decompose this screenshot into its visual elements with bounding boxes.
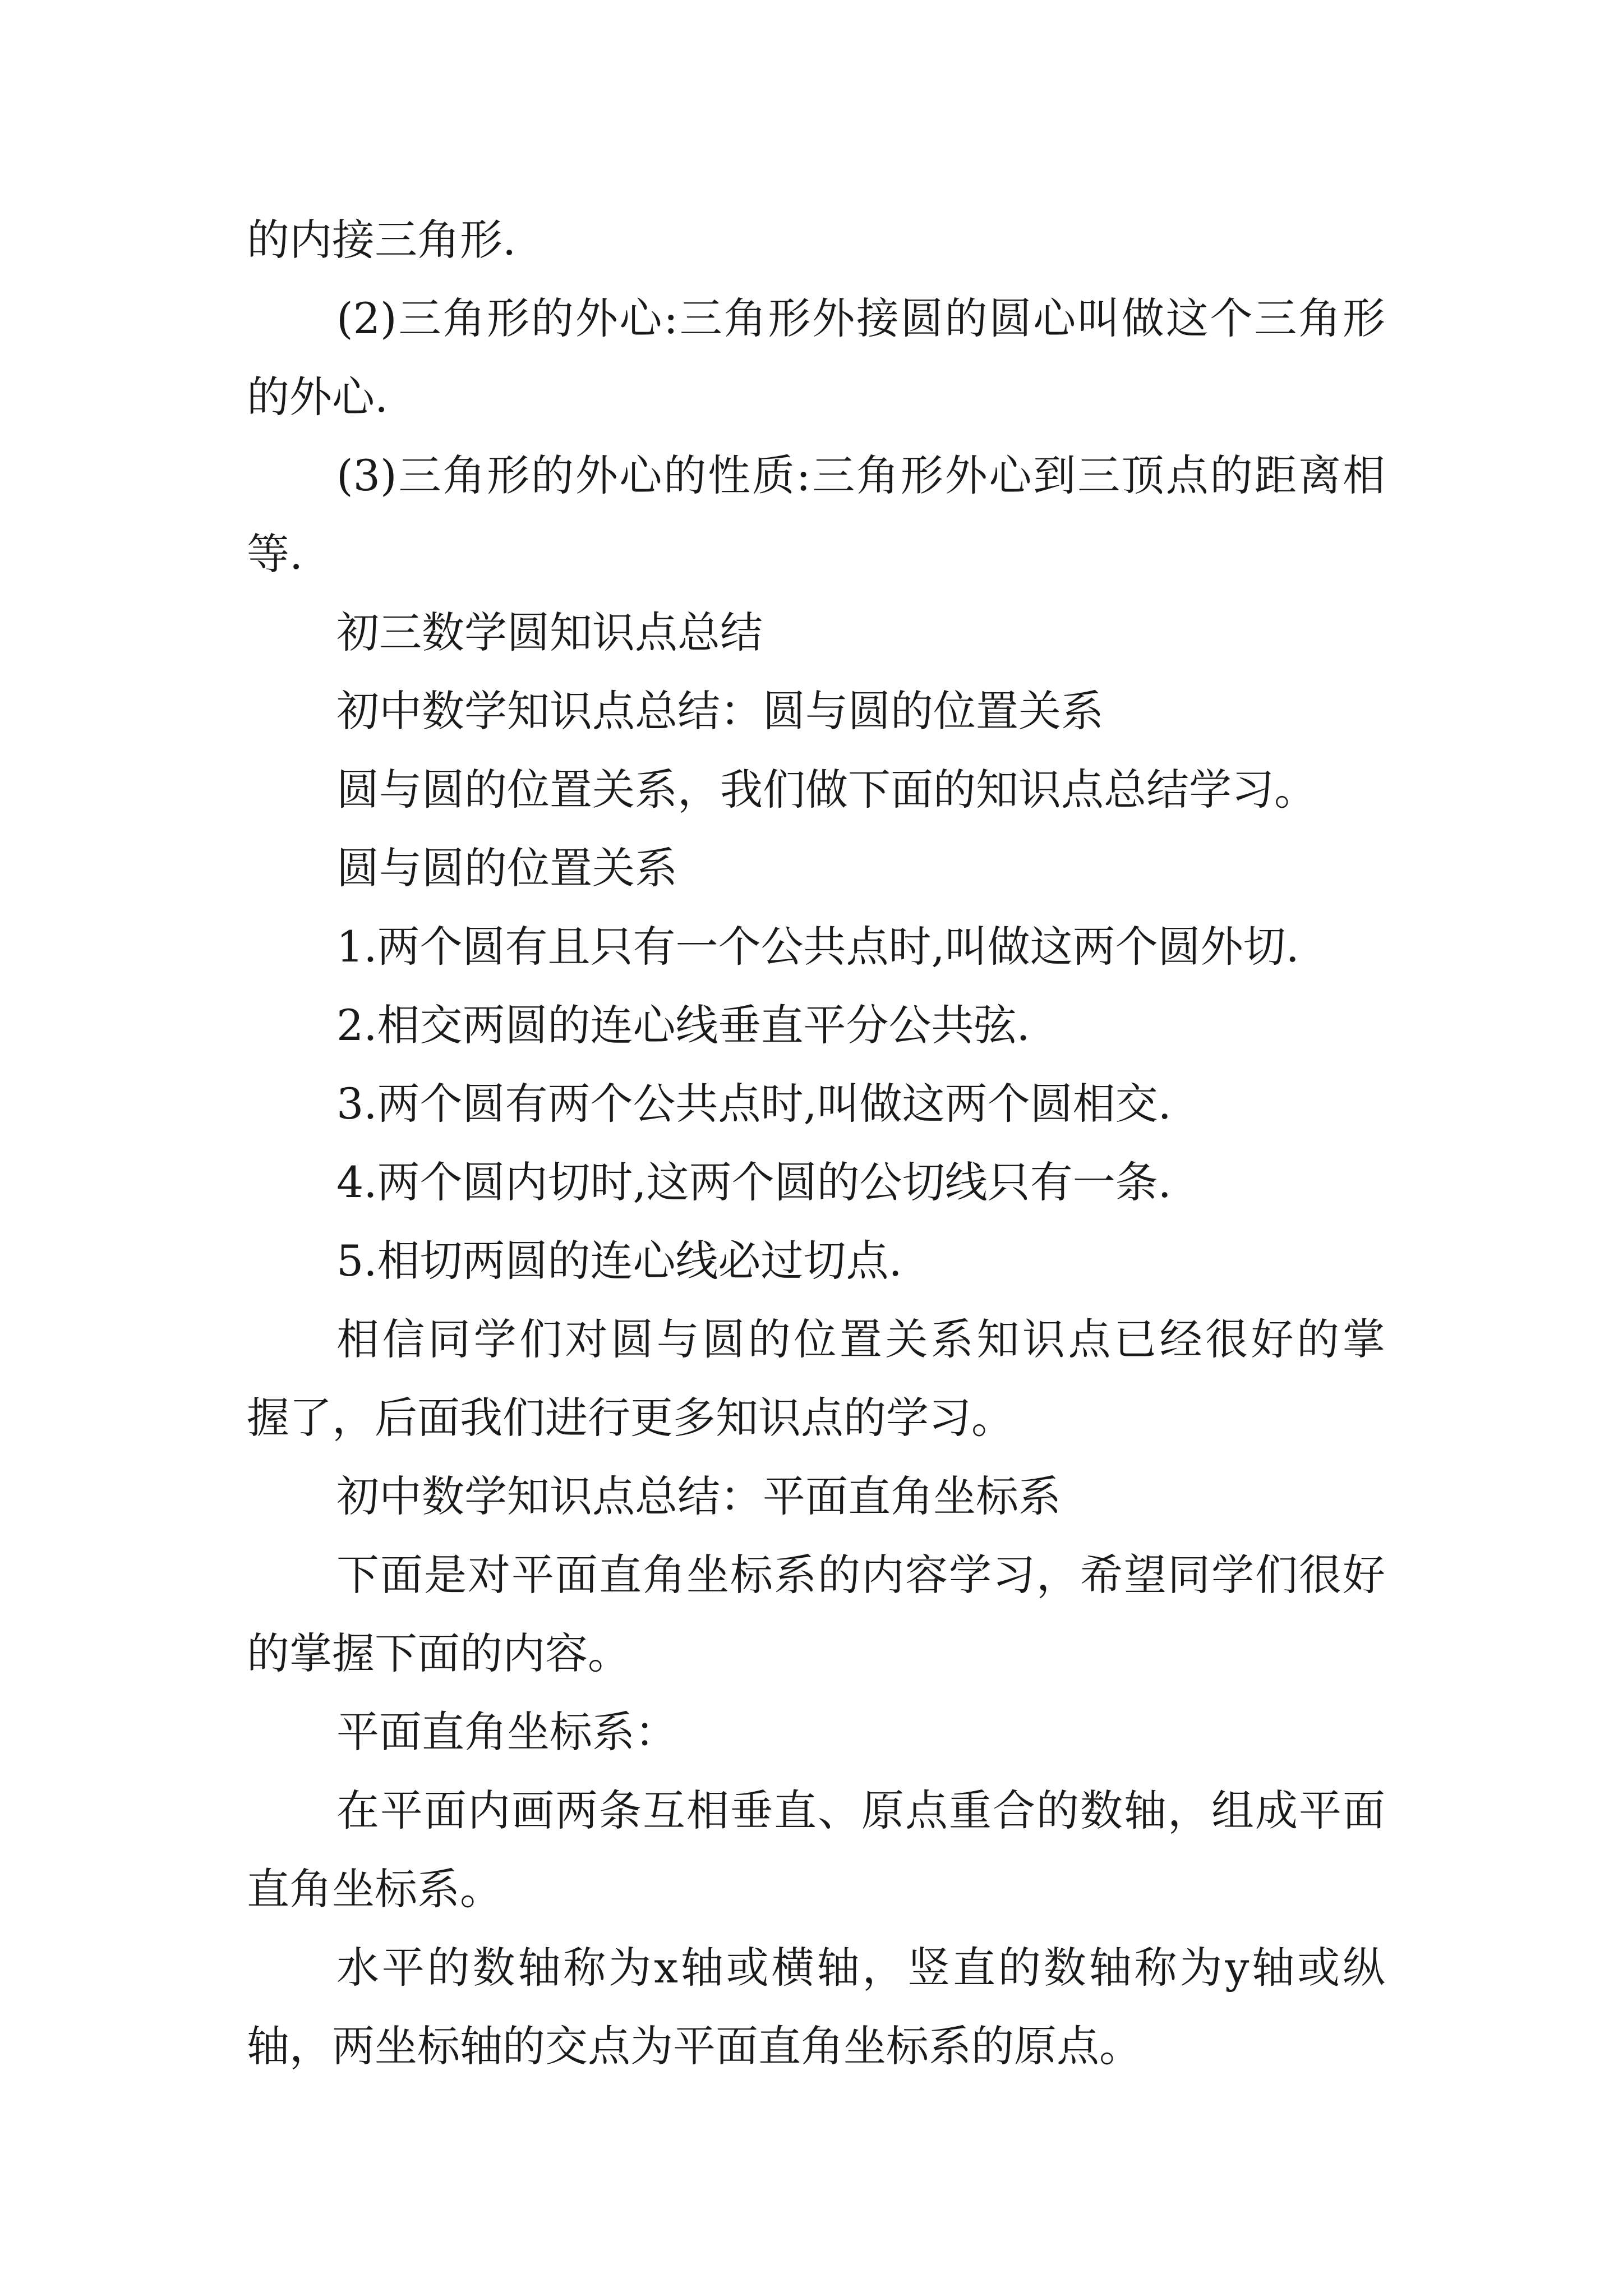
- char: 知: [976, 1314, 1020, 1364]
- list-item: 4.两个圆内切时,这两个圆的公切线只有一条.: [336, 1157, 1172, 1207]
- text-line: [336, 293, 1385, 343]
- text-line: 的外心.: [247, 372, 389, 422]
- char: 同: [428, 1314, 471, 1364]
- char: 互: [643, 1786, 685, 1835]
- char: 或: [1297, 1943, 1340, 1993]
- char: 圆: [900, 293, 943, 343]
- char: 纵: [1342, 1943, 1385, 1993]
- char: 同: [1168, 1550, 1210, 1600]
- char: 好: [1343, 1550, 1385, 1600]
- char: 成: [1255, 1786, 1298, 1835]
- char: 角: [1298, 293, 1341, 343]
- char: 相: [336, 1314, 379, 1364]
- char: 三: [679, 293, 722, 343]
- char: 条: [599, 1786, 642, 1835]
- char: 三: [1077, 450, 1121, 500]
- text-line: 的内接三角形.: [247, 215, 517, 265]
- char: 平: [380, 1786, 423, 1835]
- char: 轴: [1089, 1943, 1132, 1993]
- char: 相: [686, 1786, 729, 1835]
- char: 横: [771, 1943, 814, 1993]
- char: 直: [774, 1786, 817, 1835]
- char: 心: [619, 293, 662, 343]
- text-line: [336, 1943, 1385, 1993]
- char: 轴: [680, 1943, 723, 1993]
- char: 置: [839, 1314, 882, 1364]
- char: 信: [382, 1314, 425, 1364]
- char: 希: [1080, 1550, 1123, 1600]
- char: 与: [656, 1314, 699, 1364]
- char: 轴: [1124, 1786, 1166, 1835]
- char: 内: [861, 1550, 904, 1600]
- char: 三: [812, 450, 855, 500]
- char: 习: [993, 1550, 1035, 1600]
- char: 经: [1159, 1314, 1202, 1364]
- char: 角: [643, 1550, 685, 1600]
- char: 形: [768, 293, 811, 343]
- char: 对: [468, 1550, 510, 1600]
- char: 的: [1036, 1786, 1079, 1835]
- text-line: [336, 1314, 1385, 1364]
- char: 直: [599, 1550, 642, 1600]
- char: 形: [900, 450, 943, 500]
- char: 轴: [518, 1943, 561, 1993]
- char: 到: [1033, 450, 1076, 500]
- char: 角: [856, 450, 900, 500]
- char: 重: [949, 1786, 992, 1835]
- char: 称: [1134, 1943, 1177, 1993]
- char: 或: [726, 1943, 769, 1993]
- char: 们: [1255, 1550, 1298, 1600]
- char: 离: [1298, 450, 1341, 500]
- char: 对: [565, 1314, 608, 1364]
- char: 外: [944, 450, 988, 500]
- text-line: 轴，两坐标轴的交点为平面直角坐标系的原点。: [247, 2021, 1142, 2071]
- char: 形: [487, 450, 530, 500]
- char: 角: [723, 293, 767, 343]
- char: 坐: [686, 1550, 729, 1600]
- char: :: [796, 450, 811, 500]
- char: 个: [1210, 293, 1253, 343]
- char: 系: [930, 1314, 974, 1364]
- char: 轴: [817, 1943, 860, 1993]
- char: 点: [1165, 450, 1209, 500]
- char: 、: [818, 1786, 860, 1835]
- char: 的: [998, 1943, 1041, 1993]
- char: (3): [336, 450, 397, 500]
- char: 的: [427, 1943, 470, 1993]
- char: 是: [424, 1550, 467, 1600]
- char: 好: [1251, 1314, 1294, 1364]
- char: 的: [944, 293, 988, 343]
- char: ，: [1168, 1786, 1210, 1835]
- char: 面: [555, 1550, 598, 1600]
- char: 三: [398, 293, 441, 343]
- char: 叫: [1077, 293, 1121, 343]
- char: 三: [1254, 293, 1297, 343]
- list-item: 3.两个圆有两个公共点时,叫做这两个圆相交.: [336, 1079, 1172, 1129]
- char: 直: [953, 1943, 996, 1993]
- char: 内: [468, 1786, 510, 1835]
- text-line: [336, 450, 1385, 500]
- char: 在: [336, 1786, 379, 1835]
- char: (2): [336, 293, 397, 343]
- char: 圆: [702, 1314, 745, 1364]
- char: 的: [818, 1550, 860, 1600]
- char: 角: [442, 450, 486, 500]
- char: 合: [993, 1786, 1035, 1835]
- section-heading: 初三数学圆知识点总结: [336, 608, 763, 657]
- char: 竖: [907, 1943, 951, 1993]
- char: 画: [511, 1786, 554, 1835]
- char: 为: [608, 1943, 652, 1993]
- char: 为: [1179, 1943, 1223, 1993]
- char: 很: [1205, 1314, 1248, 1364]
- char: 的: [531, 450, 574, 500]
- char: 容: [905, 1550, 948, 1600]
- char: 外: [812, 293, 855, 343]
- char: 学: [949, 1550, 992, 1600]
- char: 水: [336, 1943, 379, 1993]
- char: 的: [1297, 1314, 1340, 1364]
- char: 形: [1342, 293, 1385, 343]
- char: 的: [663, 450, 707, 500]
- char: 点: [1068, 1314, 1111, 1364]
- char: 这: [1165, 293, 1209, 343]
- char: 数: [472, 1943, 515, 1993]
- section-subheading: 初中数学知识点总结：平面直角坐标系: [336, 1471, 1061, 1521]
- char: 的: [531, 293, 574, 343]
- text-line: 的掌握下面的内容。: [247, 1628, 630, 1678]
- char: 的: [1210, 450, 1253, 500]
- char: 心: [619, 450, 662, 500]
- char: 数: [1080, 1786, 1123, 1835]
- char: :: [663, 293, 678, 343]
- list-item: 2.相交两圆的连心线垂直平分公共弦.: [336, 1000, 1030, 1050]
- char: 面: [380, 1550, 423, 1600]
- char: 的: [748, 1314, 791, 1364]
- text-line: 等.: [247, 529, 303, 579]
- text-line: 圆与圆的位置关系，我们做下面的知识点总结学习。: [336, 765, 1317, 815]
- char: 轴: [1252, 1943, 1295, 1993]
- char: 很: [1299, 1550, 1341, 1600]
- list-item: 1.两个圆有且只有一个公共点时,叫做这两个圆外切.: [336, 922, 1299, 972]
- char: 外: [575, 450, 618, 500]
- char: 平: [511, 1550, 554, 1600]
- char: 圆: [611, 1314, 654, 1364]
- char: 们: [519, 1314, 562, 1364]
- char: 顶: [1121, 450, 1164, 500]
- char: y: [1225, 1943, 1249, 1993]
- text-line: [336, 1786, 1385, 1835]
- text-line: 平面直角坐标系：: [336, 1707, 677, 1757]
- char: 称: [563, 1943, 606, 1993]
- char: 学: [1211, 1550, 1254, 1600]
- text-line: 直角坐标系。: [247, 1864, 502, 1914]
- char: 下: [336, 1550, 379, 1600]
- text-line: [336, 1550, 1385, 1600]
- char: 垂: [730, 1786, 773, 1835]
- char: 距: [1254, 450, 1297, 500]
- char: 做: [1121, 293, 1164, 343]
- char: 心: [989, 450, 1032, 500]
- char: 系: [774, 1550, 817, 1600]
- char: 质: [751, 450, 795, 500]
- char: 点: [905, 1786, 948, 1835]
- char: 接: [856, 293, 900, 343]
- char: 心: [1033, 293, 1076, 343]
- char: 原: [861, 1786, 904, 1835]
- char: 角: [442, 293, 486, 343]
- char: 关: [885, 1314, 928, 1364]
- char: 数: [1043, 1943, 1086, 1993]
- char: 平: [1299, 1786, 1341, 1835]
- char: 望: [1124, 1550, 1166, 1600]
- char: 三: [398, 450, 441, 500]
- section-subheading: 初中数学知识点总结：圆与圆的位置关系: [336, 686, 1104, 736]
- char: 圆: [989, 293, 1032, 343]
- char: 位: [794, 1314, 837, 1364]
- char: 两: [555, 1786, 598, 1835]
- char: 形: [487, 293, 530, 343]
- char: 性: [708, 450, 751, 500]
- char: 相: [1342, 450, 1385, 500]
- char: 外: [575, 293, 618, 343]
- text-line: 握了，后面我们进行更多知识点的学习。: [247, 1393, 1014, 1443]
- char: x: [654, 1943, 678, 1993]
- char: 识: [1022, 1314, 1065, 1364]
- char: 学: [473, 1314, 517, 1364]
- char: ，: [1036, 1550, 1079, 1600]
- char: 已: [1114, 1314, 1157, 1364]
- char: ，: [862, 1943, 905, 1993]
- char: 组: [1211, 1786, 1254, 1835]
- char: 面: [1343, 1786, 1385, 1835]
- char: 掌: [1342, 1314, 1385, 1364]
- char: 平: [381, 1943, 425, 1993]
- text-line: 圆与圆的位置关系: [336, 843, 677, 893]
- char: 标: [730, 1550, 773, 1600]
- char: 面: [424, 1786, 467, 1835]
- list-item: 5.相切两圆的连心线必过切点.: [336, 1236, 902, 1286]
